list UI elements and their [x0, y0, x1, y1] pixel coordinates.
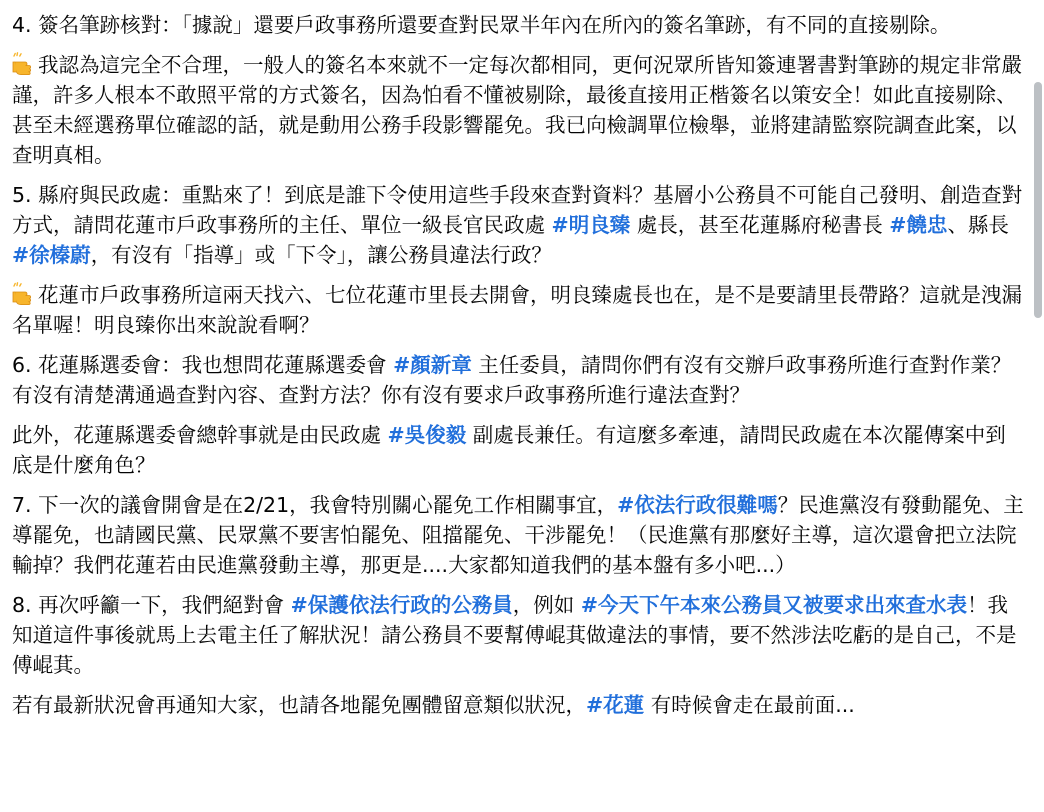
scrollbar-thumb[interactable] [1034, 82, 1042, 318]
paragraph-text: ！我知道這件事後就馬上去電主任了解狀況！請公務員不要幫傅崐萁做違法的事情，要不然涉法吃虧的是自己，不是傅崐萁。 [12, 593, 1017, 677]
hashtag-link[interactable]: #饒忠 [889, 213, 948, 237]
hashtag-link[interactable]: #花蓮 [586, 693, 645, 717]
hashtag-link[interactable]: #顏新章 [393, 353, 472, 377]
paragraph-text: 、縣長 [947, 213, 1009, 237]
paragraph-text: 6. 花蓮縣選委會：我也想問花蓮縣選委會 [12, 353, 394, 377]
paragraph-text: 處長，甚至花蓮縣府秘書長 [630, 213, 890, 237]
paragraph-text: 我認為這完全不合理，一般人的簽名本來就不一定每次都相同，更何況眾所皆知簽連署書對筆跡的規定非常嚴謹，許多人根本不敢照平常的方式簽名，因為怕看不懂被剔除，最後直接用正楷簽名以策安全！如此直接剔除、甚至未經選務單位確認的話，就是動用公務手段影響罷免。我已向檢調單位檢舉，並將建請監察院調查此案，以查明真相。 [12, 53, 1022, 167]
hashtag-link[interactable]: #保護依法行政的公務員 [290, 593, 513, 617]
paragraph-text: 4. 簽名筆跡核對：「據說」還要戶政事務所還要查對民眾半年內在所內的簽名筆跡，有不同的直接剔除。 [12, 13, 951, 37]
post-paragraph [12, 180, 1024, 270]
paragraph-text: 花蓮市戶政事務所這兩天找六、七位花蓮市里長去開會，明良臻處長也在，是不是要請里長帶路？這就是洩漏名單喔！明良臻你出來說說看啊？ [12, 283, 1022, 337]
paragraph-text: 若有最新狀況會再通知大家，也請各地罷免團體留意類似狀況， [12, 693, 586, 717]
post-paragraph [12, 350, 1024, 410]
post-paragraph [12, 590, 1024, 680]
post-paragraph [12, 50, 1024, 170]
paragraph-text: 5. 縣府與民政處：重點來了！到底是誰下令使用這些手段來查對資料？基層小公務員不可能自己發明、創造查對方式，請問花蓮市戶政事務所的主任、單位一級長官民政處 [12, 183, 1023, 237]
post-paragraph [12, 690, 1024, 720]
pointing-hand-icon [12, 52, 36, 76]
post-paragraph [12, 280, 1024, 340]
hashtag-link[interactable]: #今天下午本來公務員又被要求出來查水表 [580, 593, 967, 617]
paragraph-text: 副處長兼任。有這麼多牽連，請問民政處在本次罷傳案中到底是什麼角色？ [12, 423, 1006, 477]
paragraph-text: 7. 下一次的議會開會是在2/21，我會特別關心罷免工作相關事宜， [12, 493, 618, 517]
hashtag-link[interactable]: #吳俊毅 [387, 423, 467, 447]
paragraph-text: ，例如 [512, 593, 581, 617]
paragraph-text: 有時候會走在最前面... [644, 693, 855, 717]
post-paragraph [12, 420, 1024, 480]
paragraph-text: 8. 再次呼籲一下，我們絕對會 [12, 593, 291, 617]
paragraph-text: ，有沒有「指導」或「下令」，讓公務員違法行政？ [90, 243, 552, 267]
paragraph-text: 此外，花蓮縣選委會總幹事就是由民政處 [12, 423, 388, 447]
post-paragraph [12, 10, 1024, 40]
hashtag-link[interactable]: #明良臻 [551, 213, 631, 237]
post-paragraph [12, 490, 1024, 580]
hashtag-link[interactable]: #依法行政很難嗎 [617, 493, 778, 517]
post-body [12, 10, 1024, 730]
paragraph-text: 主任委員，請問你們有沒有交辦戶政事務所進行查對作業？有沒有清楚溝通過查對內容、查對方法？你有沒有要求戶政事務所進行違法查對？ [12, 353, 1012, 407]
paragraph-text: ？民進黨沒有發動罷免、主導罷免，也請國民黨、民眾黨不要害怕罷免、阻擋罷免、干涉罷免！（民進黨有那麼好主導，這次還會把立法院輸掉？我們花蓮若由民進黨發動主導，那更是....大家都知道我們的基本盤有多小吧...） [12, 493, 1024, 577]
hashtag-link[interactable]: #徐榛蔚 [12, 243, 91, 267]
pointing-hand-icon [12, 282, 36, 306]
scrollbar[interactable] [1032, 0, 1044, 812]
